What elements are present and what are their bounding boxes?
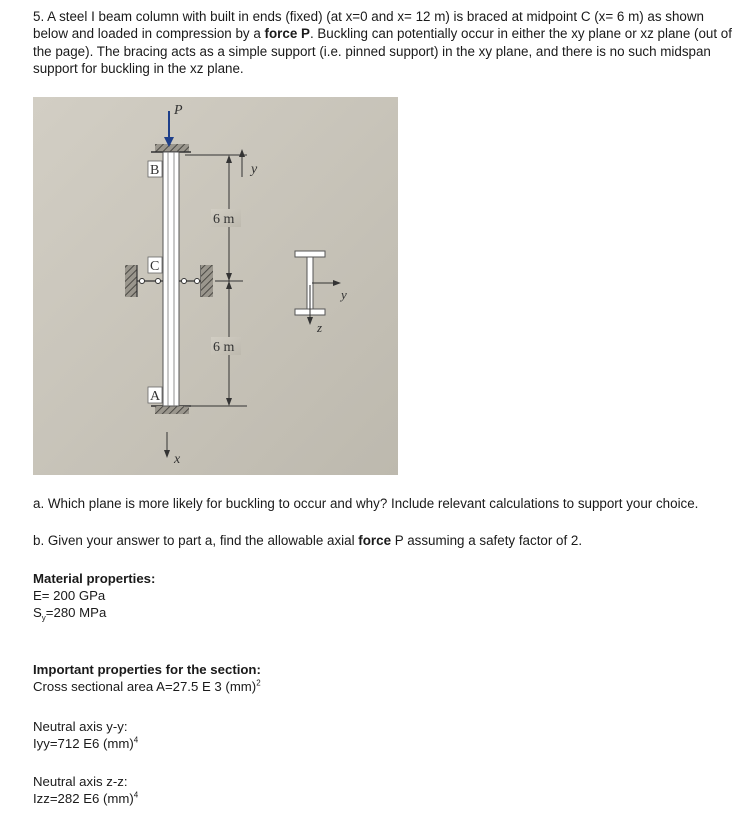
label-y-axis: y: [251, 162, 258, 177]
section-heading: Important properties for the section:: [33, 662, 261, 677]
label-C: C: [150, 259, 160, 274]
dim-upper-label: 6 m: [213, 212, 235, 227]
Izz-text: Izz=282 E6 (mm): [33, 791, 134, 806]
question-b: [33, 532, 582, 549]
question-a: a. Which plane is more likely for buckling to occur and why? Include relevant calculations to support your choice.: [33, 496, 699, 511]
Iyy-exp: 4: [133, 735, 139, 745]
label-A: A: [150, 389, 161, 404]
section-area-exp: 2: [256, 678, 261, 688]
problem-intro-2: . Buckling can potentially occur in either the xy plane or xz plane (out of the page). The bracing acts as a simple support (i.e. pinned support) in the xy plane, and there is no such midspan support for buckling in the xz plane.: [33, 26, 732, 77]
yy-label: Neutral axis y-y:: [33, 719, 128, 734]
column-figure: [33, 97, 398, 475]
material-heading: Material properties:: [33, 571, 156, 586]
section-area: [33, 678, 261, 695]
material-Sy-value: =280 MPa: [45, 605, 107, 620]
dim-lower-label: 6 m: [213, 340, 235, 355]
material-properties: [33, 570, 155, 621]
question-b-suffix: P assuming a safety factor of 2.: [394, 533, 583, 548]
material-Sy-subscript: y: [41, 613, 46, 623]
column-diagram: [33, 97, 398, 475]
Iyy-value: [33, 735, 138, 752]
column-body: [163, 152, 179, 406]
problem-number: 5.: [33, 9, 45, 24]
problem-intro-1: A steel I beam column with built in ends (fixed) (at x=0 and x= 12 m) is braced at midpoint C (x= 6 m) as shown below and loaded in compression by a: [33, 9, 704, 42]
label-x-axis: x: [174, 452, 181, 467]
label-P: P: [174, 103, 183, 118]
material-Sy: [33, 604, 155, 621]
section-properties: [33, 661, 261, 695]
problem-statement: [33, 8, 733, 78]
problem-force-bold: force P: [264, 26, 310, 42]
photo-background: [33, 97, 398, 475]
question-b-force: force: [358, 533, 392, 548]
material-E: E= 200 GPa: [33, 588, 106, 603]
label-B: B: [150, 163, 160, 178]
section-area-text: Cross sectional area A=27.5 E 3 (mm): [33, 679, 257, 694]
Iyy-text: Iyy=712 E6 (mm): [33, 736, 134, 751]
neutral-axis-yy: [33, 718, 138, 752]
zz-label: Neutral axis z-z:: [33, 774, 128, 789]
material-Sy-symbol: S: [33, 605, 42, 620]
neutral-axis-zz: [33, 773, 138, 807]
Izz-value: [33, 790, 138, 807]
bottom-support-hatch: [155, 406, 189, 414]
Izz-exp: 4: [133, 790, 139, 800]
question-b-prefix: b. Given your answer to part a, find the allowable axial: [33, 533, 355, 548]
section-label-z: z: [317, 320, 323, 335]
top-support-hatch: [155, 144, 189, 152]
section-label-y: y: [341, 287, 347, 302]
